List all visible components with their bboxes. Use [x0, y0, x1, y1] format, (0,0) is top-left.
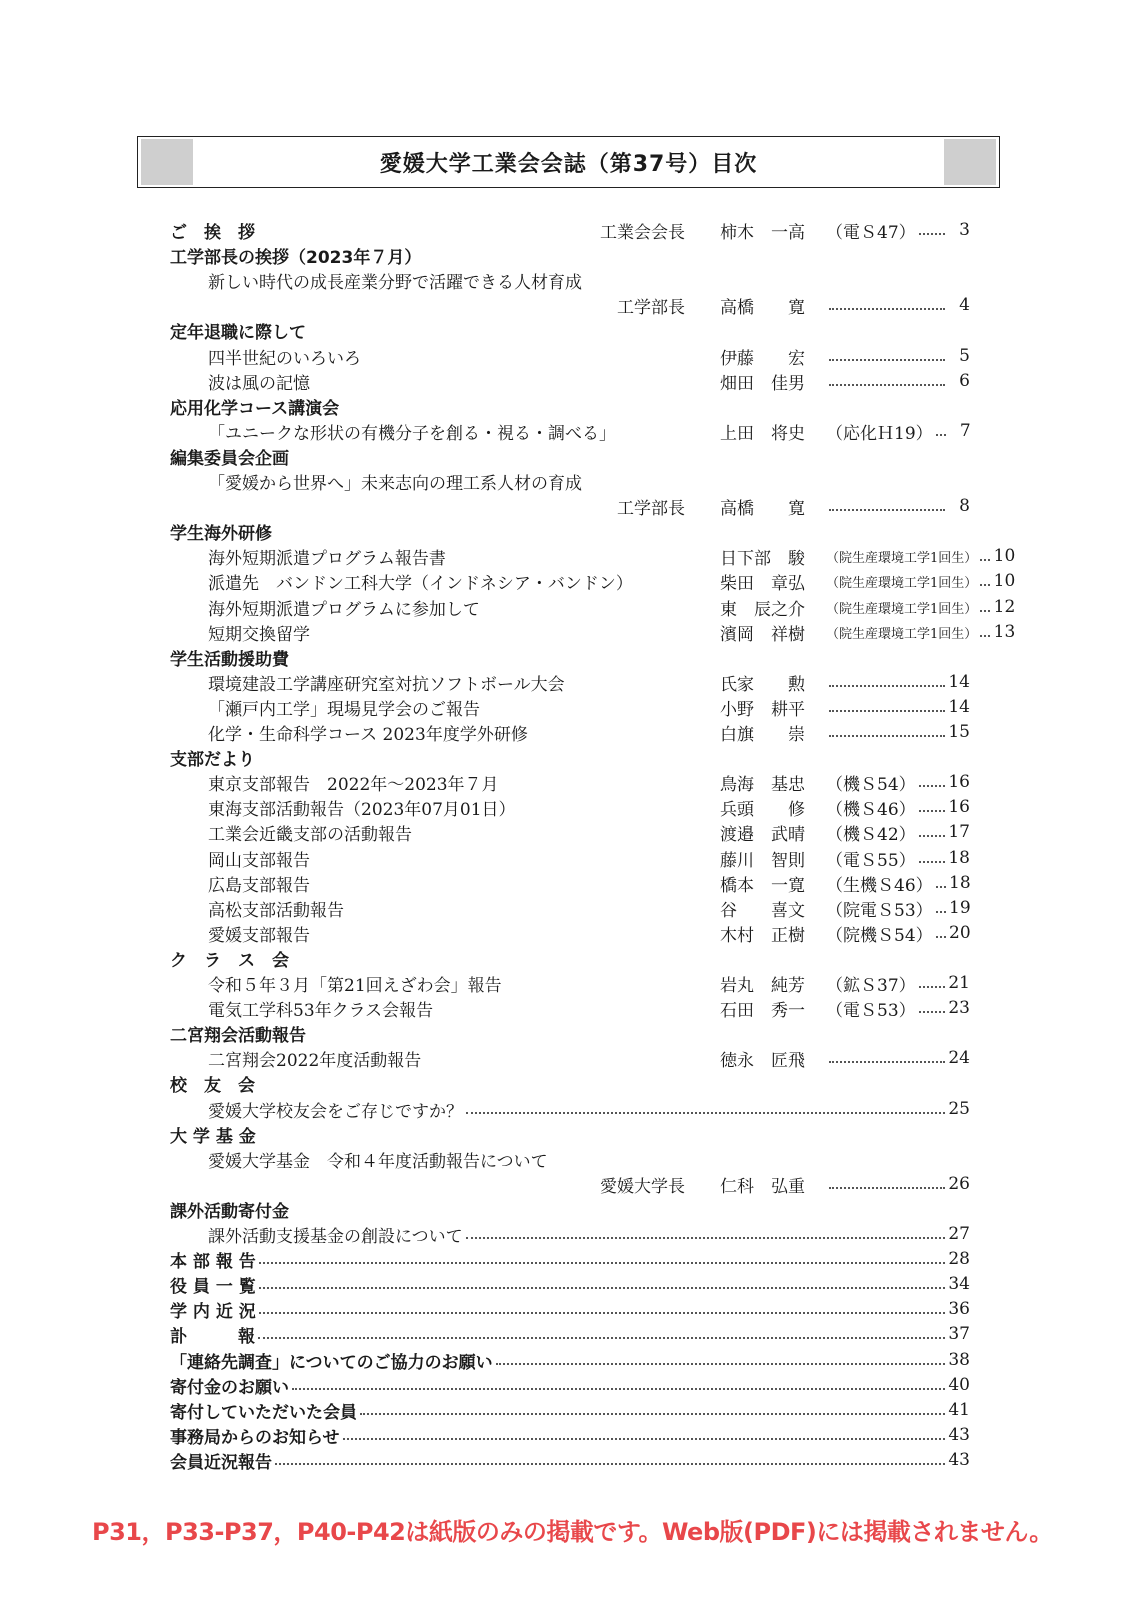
author-affiliation: （電Ｓ55）: [826, 850, 916, 871]
toc-entry[interactable]: [208, 1221, 970, 1247]
entry-right: [826, 419, 970, 444]
toc-section-heading[interactable]: [170, 1020, 970, 1046]
toc-entry[interactable]: [208, 368, 970, 394]
author-name: 徳永 匠飛: [720, 1050, 805, 1071]
toc-entry[interactable]: [208, 669, 970, 695]
author-name: 畑田 佳男: [720, 373, 805, 394]
entry-title: 定年退職に際して: [170, 322, 306, 343]
entry-title: 本 部 報 告: [170, 1251, 256, 1272]
entry-right: [826, 597, 1016, 617]
entry-title: 二宮翔会2022年度活動報告: [208, 1050, 422, 1071]
author-name: 石田 秀一: [720, 1000, 805, 1021]
entry-right: [826, 672, 970, 692]
toc-entry[interactable]: [208, 418, 970, 444]
toc-entry[interactable]: [208, 1096, 970, 1122]
dot-leader: [259, 1287, 945, 1289]
entry-right: [826, 546, 1016, 566]
page-number: 28: [948, 1249, 970, 1269]
toc-entry[interactable]: [208, 343, 970, 369]
toc-section-heading[interactable]: [170, 1121, 970, 1147]
dot-leader: [919, 785, 945, 787]
author-affiliation: （院生産環境工学1回生）: [826, 601, 978, 617]
author-name: 氏家 勲: [720, 674, 805, 695]
entry-title: 校 友 会: [170, 1075, 255, 1096]
author-name: 白旗 崇: [720, 724, 805, 745]
entry-title: 化学・生命科学コース 2023年度学外研修: [208, 724, 528, 745]
author-affiliation: （電Ｓ53）: [826, 1000, 916, 1021]
page-number: 21: [948, 973, 970, 993]
toc-section-heading[interactable]: [170, 1296, 970, 1322]
entry-title: 広島支部報告: [208, 875, 310, 896]
page-number: 14: [948, 672, 970, 692]
toc-entry[interactable]: [208, 468, 970, 494]
dot-leader: [919, 233, 945, 235]
entry-right: [826, 346, 970, 366]
toc-entry[interactable]: [208, 719, 970, 745]
entry-title: 四半世紀のいろいろ: [208, 348, 361, 369]
page-number: 18: [949, 873, 971, 893]
toc-entry[interactable]: [208, 769, 970, 795]
page-number: 34: [948, 1274, 970, 1294]
entry-right: [826, 971, 970, 996]
author-name: 東 辰之介: [720, 599, 805, 620]
page-number: 6: [959, 371, 970, 391]
toc-entry[interactable]: [208, 870, 970, 896]
entry-title: 課外活動支援基金の創設について: [208, 1226, 463, 1247]
toc-section-heading[interactable]: [170, 644, 970, 670]
page-number: 12: [993, 597, 1016, 617]
entry-title: 応用化学コース講演会: [170, 398, 340, 419]
author-affiliation: （電Ｓ47）: [826, 222, 916, 243]
author-name: 小野 耕平: [720, 699, 805, 720]
entry-title: 編集委員会企画: [170, 448, 289, 469]
toc-section-heading[interactable]: [170, 1196, 970, 1222]
entry-title: 学生活動援助費: [170, 649, 289, 670]
entry-title: 令和５年３月「第21回えざわ会」報告: [208, 975, 502, 996]
page-number: 37: [948, 1324, 970, 1344]
toc-entry[interactable]: [208, 794, 970, 820]
toc-section-heading[interactable]: [170, 443, 970, 469]
entry-title: 役 員 一 覧: [170, 1276, 256, 1297]
toc-section-heading[interactable]: [170, 744, 970, 770]
author-name: 柿木 一高: [720, 222, 805, 243]
toc-section-heading[interactable]: [170, 1422, 970, 1448]
page-number: 4: [959, 295, 970, 315]
author-affiliation: （機Ｓ46）: [826, 799, 916, 820]
author-name: 鳥海 基忠: [720, 774, 805, 795]
page-number: 24: [948, 1048, 970, 1068]
author-name: 橋本 一寛: [720, 875, 805, 896]
toc-section-heading[interactable]: [170, 317, 970, 343]
entry-title: 「ユニークな形状の有機分子を創る・視る・調べる」: [208, 423, 616, 444]
entry-right: [826, 846, 970, 871]
toc-entry[interactable]: [208, 895, 970, 921]
toc-section-heading[interactable]: [170, 1397, 970, 1423]
author-name: 渡邉 武晴: [720, 824, 805, 845]
toc-entry[interactable]: [170, 493, 970, 519]
page-number: 41: [948, 1400, 970, 1420]
dot-leader: [343, 1438, 946, 1440]
author-affiliation: （機Ｓ54）: [826, 774, 916, 795]
author-affiliation: （鉱Ｓ37）: [826, 975, 916, 996]
toc-entry[interactable]: [208, 594, 1016, 620]
page-number: 16: [948, 797, 970, 817]
entry-title: 会員近況報告: [170, 1452, 272, 1473]
entry-title: 大 学 基 金: [170, 1126, 256, 1147]
toc-section-heading[interactable]: [170, 1321, 970, 1347]
entry-title: ク ラ ス 会: [170, 950, 289, 971]
page-number: 43: [948, 1450, 970, 1470]
author-role: 工業会会長: [600, 222, 685, 243]
dot-leader: [466, 1237, 945, 1239]
author-name: 兵頭 修: [720, 799, 805, 820]
author-name: 高橋 寛: [720, 297, 805, 318]
dot-leader: [259, 1262, 945, 1264]
author-name: 木村 正樹: [720, 925, 805, 946]
toc-entry[interactable]: [208, 1045, 970, 1071]
dot-leader: [829, 359, 945, 361]
entry-right: [826, 371, 970, 391]
page-number: 3: [959, 220, 970, 240]
author-role: 工学部長: [617, 498, 685, 519]
dot-leader: [829, 685, 945, 687]
page-number: 27: [948, 1224, 970, 1244]
author-name: 藤川 智則: [720, 850, 805, 871]
entry-title: 愛媛大学基金 令和４年度活動報告について: [208, 1151, 548, 1172]
entry-right: [826, 622, 1016, 642]
toc-section-heading[interactable]: [170, 945, 970, 971]
page-number: 10: [993, 546, 1016, 566]
toc-entry[interactable]: [208, 543, 1016, 569]
author-name: 上田 将史: [720, 423, 805, 444]
dot-leader: [829, 735, 945, 737]
entry-right: [826, 1174, 970, 1194]
page-number: 16: [948, 772, 970, 792]
entry-title: 訃 報: [170, 1326, 255, 1347]
page-number: 38: [948, 1350, 970, 1370]
entry-title: 東海支部活動報告（2023年07月01日）: [208, 799, 516, 820]
entry-title: 愛媛支部報告: [208, 925, 310, 946]
entry-title: 派遣先 バンドン工科大学（インドネシア・バンドン）: [208, 573, 633, 594]
author-affiliation: （院電Ｓ53）: [826, 900, 933, 921]
author-affiliation: （生機Ｓ46）: [826, 875, 933, 896]
author-affiliation: （機Ｓ42）: [826, 824, 916, 845]
entry-right: [826, 1048, 970, 1068]
dot-leader: [980, 559, 990, 561]
dot-leader: [936, 936, 946, 938]
author-name: 濱岡 祥樹: [720, 624, 805, 645]
toc-section-heading[interactable]: [170, 1447, 970, 1473]
toc-section-heading[interactable]: [170, 1372, 970, 1398]
dot-leader: [936, 886, 946, 888]
entry-title: 「瀬戸内工学」現場見学会のご報告: [208, 699, 480, 720]
entry-right: [826, 496, 970, 516]
entry-title: 課外活動寄付金: [170, 1201, 289, 1222]
author-affiliation: （院生産環境工学1回生）: [826, 626, 978, 642]
entry-title: 支部だより: [170, 749, 255, 770]
toc-section-heading[interactable]: [170, 217, 970, 243]
entry-title: ご 挨 拶: [170, 222, 255, 243]
page-title: 愛媛大学工業会会誌（第37号）目次: [379, 151, 758, 177]
entry-title: 寄付していただいた会員: [170, 1402, 357, 1423]
entry-title: 電気工学科53年クラス会報告: [208, 1000, 434, 1021]
page-number: 5: [959, 346, 970, 366]
toc-entry[interactable]: [208, 694, 970, 720]
page-number: 20: [949, 923, 971, 943]
toc-entry[interactable]: [208, 619, 1016, 645]
toc-entry[interactable]: [170, 292, 970, 318]
entry-title: 短期交換留学: [208, 624, 310, 645]
toc-entry[interactable]: [170, 1171, 970, 1197]
page-number: 13: [993, 622, 1016, 642]
dot-leader: [919, 810, 945, 812]
toc-entry[interactable]: [208, 920, 970, 946]
dot-leader: [829, 1187, 945, 1189]
dot-leader: [919, 861, 945, 863]
entry-right: [826, 697, 970, 717]
page-number: 8: [959, 496, 970, 516]
toc-section-heading[interactable]: [170, 1070, 970, 1096]
entry-right: [826, 921, 970, 946]
dot-leader: [829, 384, 945, 386]
dot-leader: [466, 1112, 945, 1114]
page-number: 10: [993, 571, 1016, 591]
dot-leader: [829, 1061, 945, 1063]
toc-section-heading[interactable]: [170, 393, 970, 419]
toc-entry[interactable]: [208, 819, 970, 845]
author-affiliation: （院生産環境工学1回生）: [826, 575, 978, 591]
dot-leader: [275, 1463, 945, 1465]
toc-section-heading[interactable]: [170, 1271, 970, 1297]
dot-leader: [829, 710, 945, 712]
toc-entry[interactable]: [208, 970, 970, 996]
page-number: 23: [948, 998, 970, 1018]
dot-leader: [292, 1388, 945, 1390]
dot-leader: [980, 610, 990, 612]
entry-title: 学 内 近 況: [170, 1301, 256, 1322]
author-name: 日下部 駿: [720, 548, 805, 569]
page-number: 18: [948, 848, 970, 868]
entry-title: 東京支部報告 2022年～2023年７月: [208, 774, 499, 795]
entry-right: [826, 820, 970, 845]
dot-leader: [259, 1312, 945, 1314]
author-name: 柴田 章弘: [720, 573, 805, 594]
entry-right: [826, 795, 970, 820]
page-number: 43: [948, 1425, 970, 1445]
dot-leader: [919, 835, 945, 837]
author-name: 谷 喜文: [720, 900, 805, 921]
page-number: 7: [959, 421, 971, 441]
author-affiliation: （応化Ｈ19）: [826, 423, 933, 444]
entry-right: [826, 871, 970, 896]
toc-section-heading[interactable]: [170, 1246, 970, 1272]
page-number: 14: [948, 697, 970, 717]
dot-leader: [936, 911, 946, 913]
author-role: 工学部長: [617, 297, 685, 318]
dot-leader: [360, 1413, 945, 1415]
page-number: 26: [948, 1174, 970, 1194]
entry-title: 工学部長の挨拶（2023年７月）: [170, 247, 422, 268]
entry-title: 「愛媛から世界へ」未来志向の理工系人材の育成: [208, 473, 582, 494]
entry-title: 愛媛大学校友会をご存じですか？: [208, 1101, 463, 1122]
entry-title: 高松支部活動報告: [208, 900, 344, 921]
entry-title: 新しい時代の成長産業分野で活躍できる人材育成: [208, 272, 582, 293]
entry-title: 海外短期派遣プログラムに参加して: [208, 599, 480, 620]
dot-leader: [980, 635, 990, 637]
entry-right: [826, 896, 970, 921]
entry-right: [826, 571, 1016, 591]
entry-title: 寄付金のお願い: [170, 1377, 289, 1398]
author-name: 岩丸 純芳: [720, 975, 805, 996]
page-number: 19: [949, 898, 971, 918]
dot-leader: [258, 1337, 945, 1339]
toc-entry[interactable]: [208, 845, 970, 871]
toc-entry[interactable]: [208, 267, 970, 293]
dot-leader: [936, 434, 946, 436]
toc-section-heading[interactable]: [170, 518, 970, 544]
entry-title: 事務局からのお知らせ: [170, 1427, 340, 1448]
entry-title: 「連絡先調査」についてのご協力のお願い: [170, 1352, 493, 1373]
dot-leader: [919, 1011, 945, 1013]
page-number: 17: [948, 822, 970, 842]
author-name: 伊藤 宏: [720, 348, 805, 369]
entry-title: 学生海外研修: [170, 523, 272, 544]
toc-section-heading[interactable]: [170, 1347, 970, 1373]
author-role: 愛媛大学長: [600, 1176, 685, 1197]
entry-right: [826, 996, 970, 1021]
author-affiliation: （院生産環境工学1回生）: [826, 550, 978, 566]
entry-right: [826, 722, 970, 742]
toc-entry[interactable]: [208, 995, 970, 1021]
author-name: 仁科 弘重: [720, 1176, 805, 1197]
dot-leader: [829, 509, 945, 511]
dot-leader: [980, 584, 990, 586]
dot-leader: [829, 308, 945, 310]
page-number: 36: [948, 1299, 970, 1319]
dot-leader: [919, 986, 945, 988]
toc-entry[interactable]: [208, 568, 1016, 594]
entry-title: 工業会近畿支部の活動報告: [208, 824, 412, 845]
entry-title: 環境建設工学講座研究室対抗ソフトボール大会: [208, 674, 565, 695]
author-name: 高橋 寛: [720, 498, 805, 519]
web-notice: P31，P33-P37，P40-P42は紙版のみの掲載です。Web版(PDF)には掲載されません。: [92, 1518, 1053, 1546]
page-number: 25: [948, 1099, 970, 1119]
toc-entry[interactable]: [208, 1146, 970, 1172]
page-number: 40: [948, 1375, 970, 1395]
entry-right: [826, 770, 970, 795]
entry-title: 二宮翔会活動報告: [170, 1025, 306, 1046]
toc-section-heading[interactable]: [170, 242, 970, 268]
dot-leader: [496, 1363, 945, 1365]
entry-title: 波は風の記憶: [208, 373, 310, 394]
entry-title: 岡山支部報告: [208, 850, 310, 871]
page-number: 15: [948, 722, 970, 742]
entry-right: [826, 295, 970, 315]
entry-right: [826, 218, 970, 243]
entry-title: 海外短期派遣プログラム報告書: [208, 548, 446, 569]
author-affiliation: （院機Ｓ54）: [826, 925, 933, 946]
